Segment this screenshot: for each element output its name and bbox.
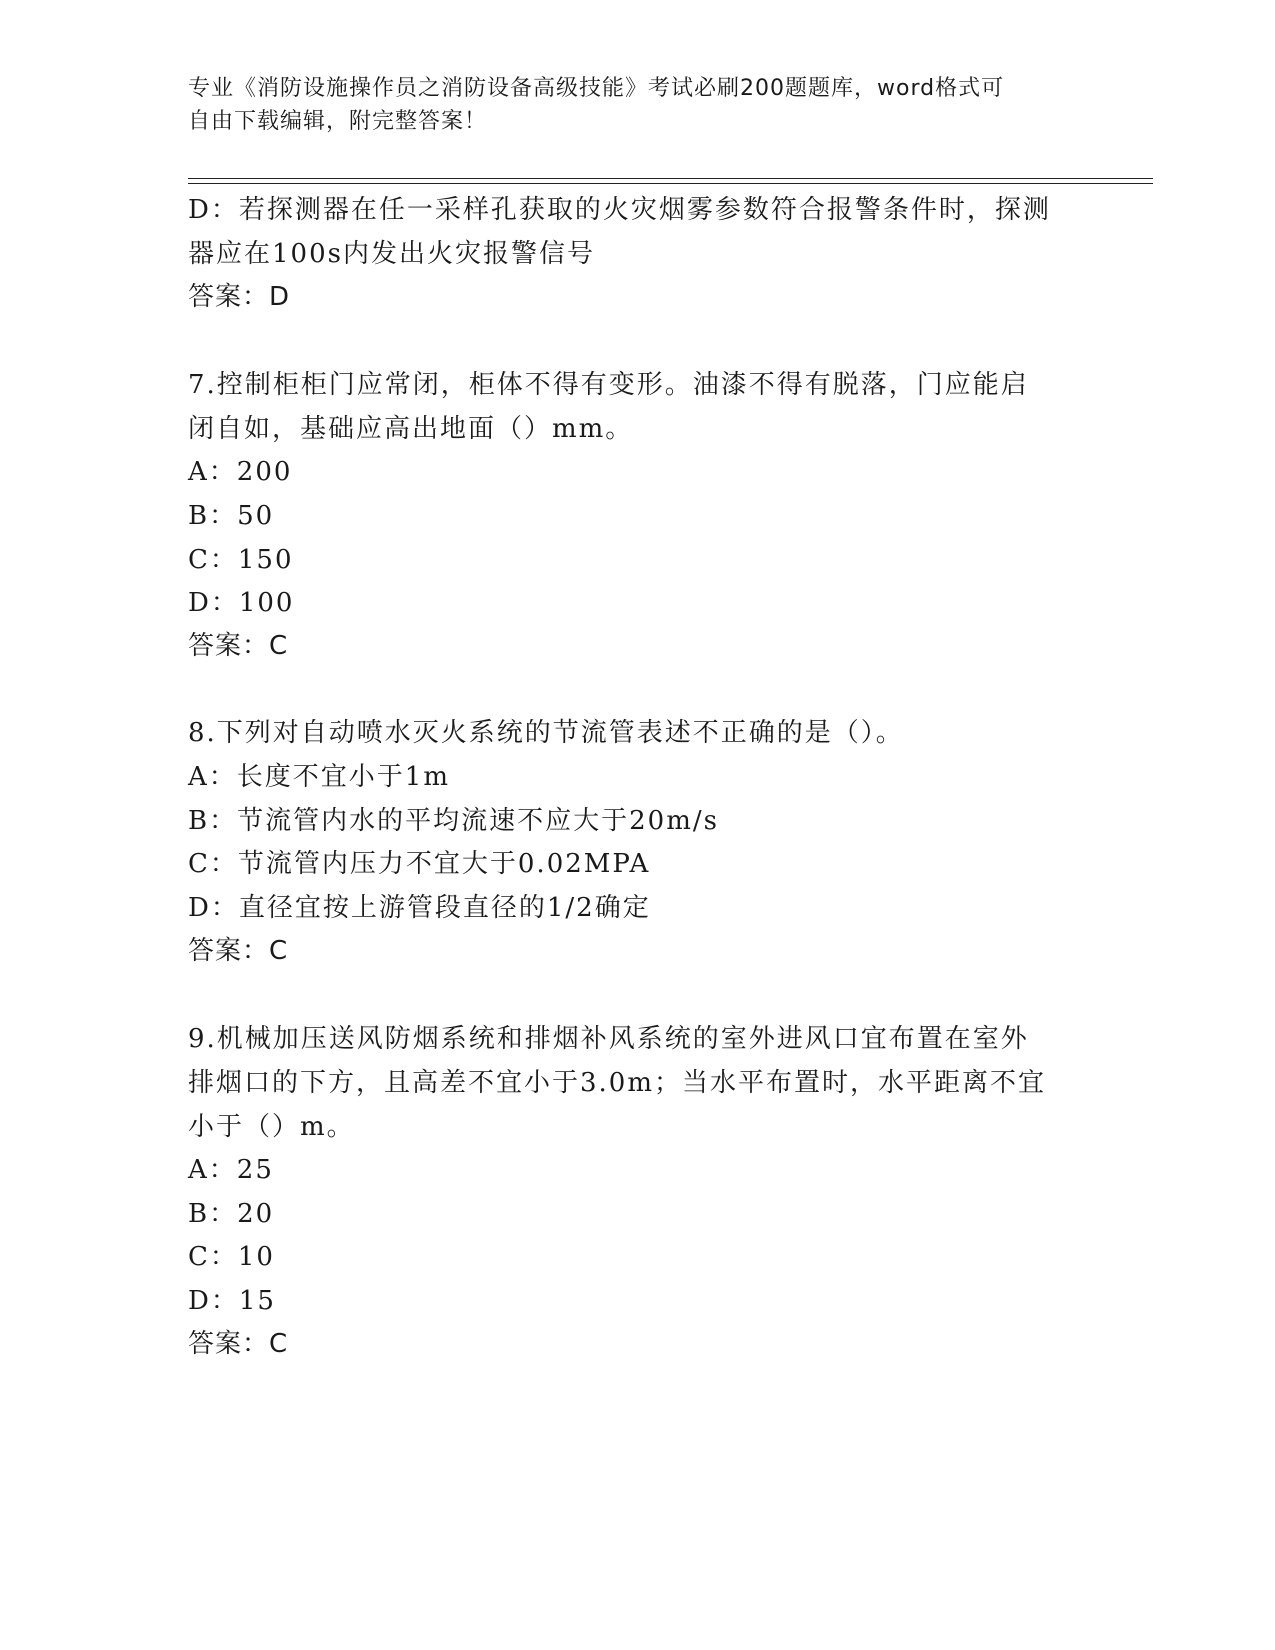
answer-line [188, 280, 289, 314]
option-d-line-2: 器应在100s内发出火灾报警信号 [188, 239, 595, 269]
option-a: A：200 [188, 457, 293, 487]
header-line-2: 自由下载编辑，附完整答案！ [188, 109, 488, 134]
option-a: A：长度不宜小于1m [188, 762, 450, 792]
option-a: A：25 [188, 1155, 274, 1185]
option-d: D：15 [188, 1286, 276, 1316]
question-stem-line-1: 7.控制柜柜门应常闭，柜体不得有变形。油漆不得有脱落，门应能启 [188, 370, 1029, 400]
option-b: B：20 [188, 1199, 275, 1229]
header-divider-bottom [188, 183, 1153, 184]
option-c: C：节流管内压力不宜大于0.02MPA [188, 849, 651, 879]
option-b: B：节流管内水的平均流速不应大于20m/s [188, 806, 719, 836]
answer-label: 答案： [188, 631, 270, 661]
answer-value: C [269, 1329, 288, 1359]
question-stem-line-2: 排烟口的下方，且高差不宜小于3.0m；当水平布置时，水平距离不宜 [188, 1068, 1047, 1098]
answer-value: C [269, 936, 288, 966]
answer-value: D [269, 282, 290, 312]
question-stem-line-2: 闭自如，基础应高出地面（）mm。 [188, 414, 634, 444]
header-text [188, 72, 1068, 138]
answer-label: 答案： [188, 282, 270, 312]
answer-value: C [269, 631, 288, 661]
answer-line [188, 629, 287, 663]
option-d-line-1: D：若探测器在任一采样孔获取的火灾烟雾参数符合报警条件时，探测 [188, 195, 1051, 225]
question-stem-line-3: 小于（）m。 [188, 1112, 355, 1142]
option-d: D：100 [188, 588, 295, 618]
header-line-1: 专业《消防设施操作员之消防设备高级技能》考试必刷200题题库，word格式可 [188, 76, 1005, 101]
option-c: C：10 [188, 1242, 275, 1272]
question-stem-line-1: 8.下列对自动喷水灭火系统的节流管表述不正确的是（）。 [188, 718, 904, 748]
answer-line [188, 1327, 287, 1361]
option-d: D：直径宜按上游管段直径的1/2确定 [188, 893, 651, 923]
answer-line [188, 934, 287, 968]
option-b: B：50 [188, 501, 275, 531]
header-divider-top [188, 178, 1153, 179]
answer-label: 答案： [188, 936, 270, 966]
question-stem-line-1: 9.机械加压送风防烟系统和排烟补风系统的室外进风口宜布置在室外 [188, 1024, 1029, 1054]
option-c: C：150 [188, 545, 294, 575]
answer-label: 答案： [188, 1329, 270, 1359]
